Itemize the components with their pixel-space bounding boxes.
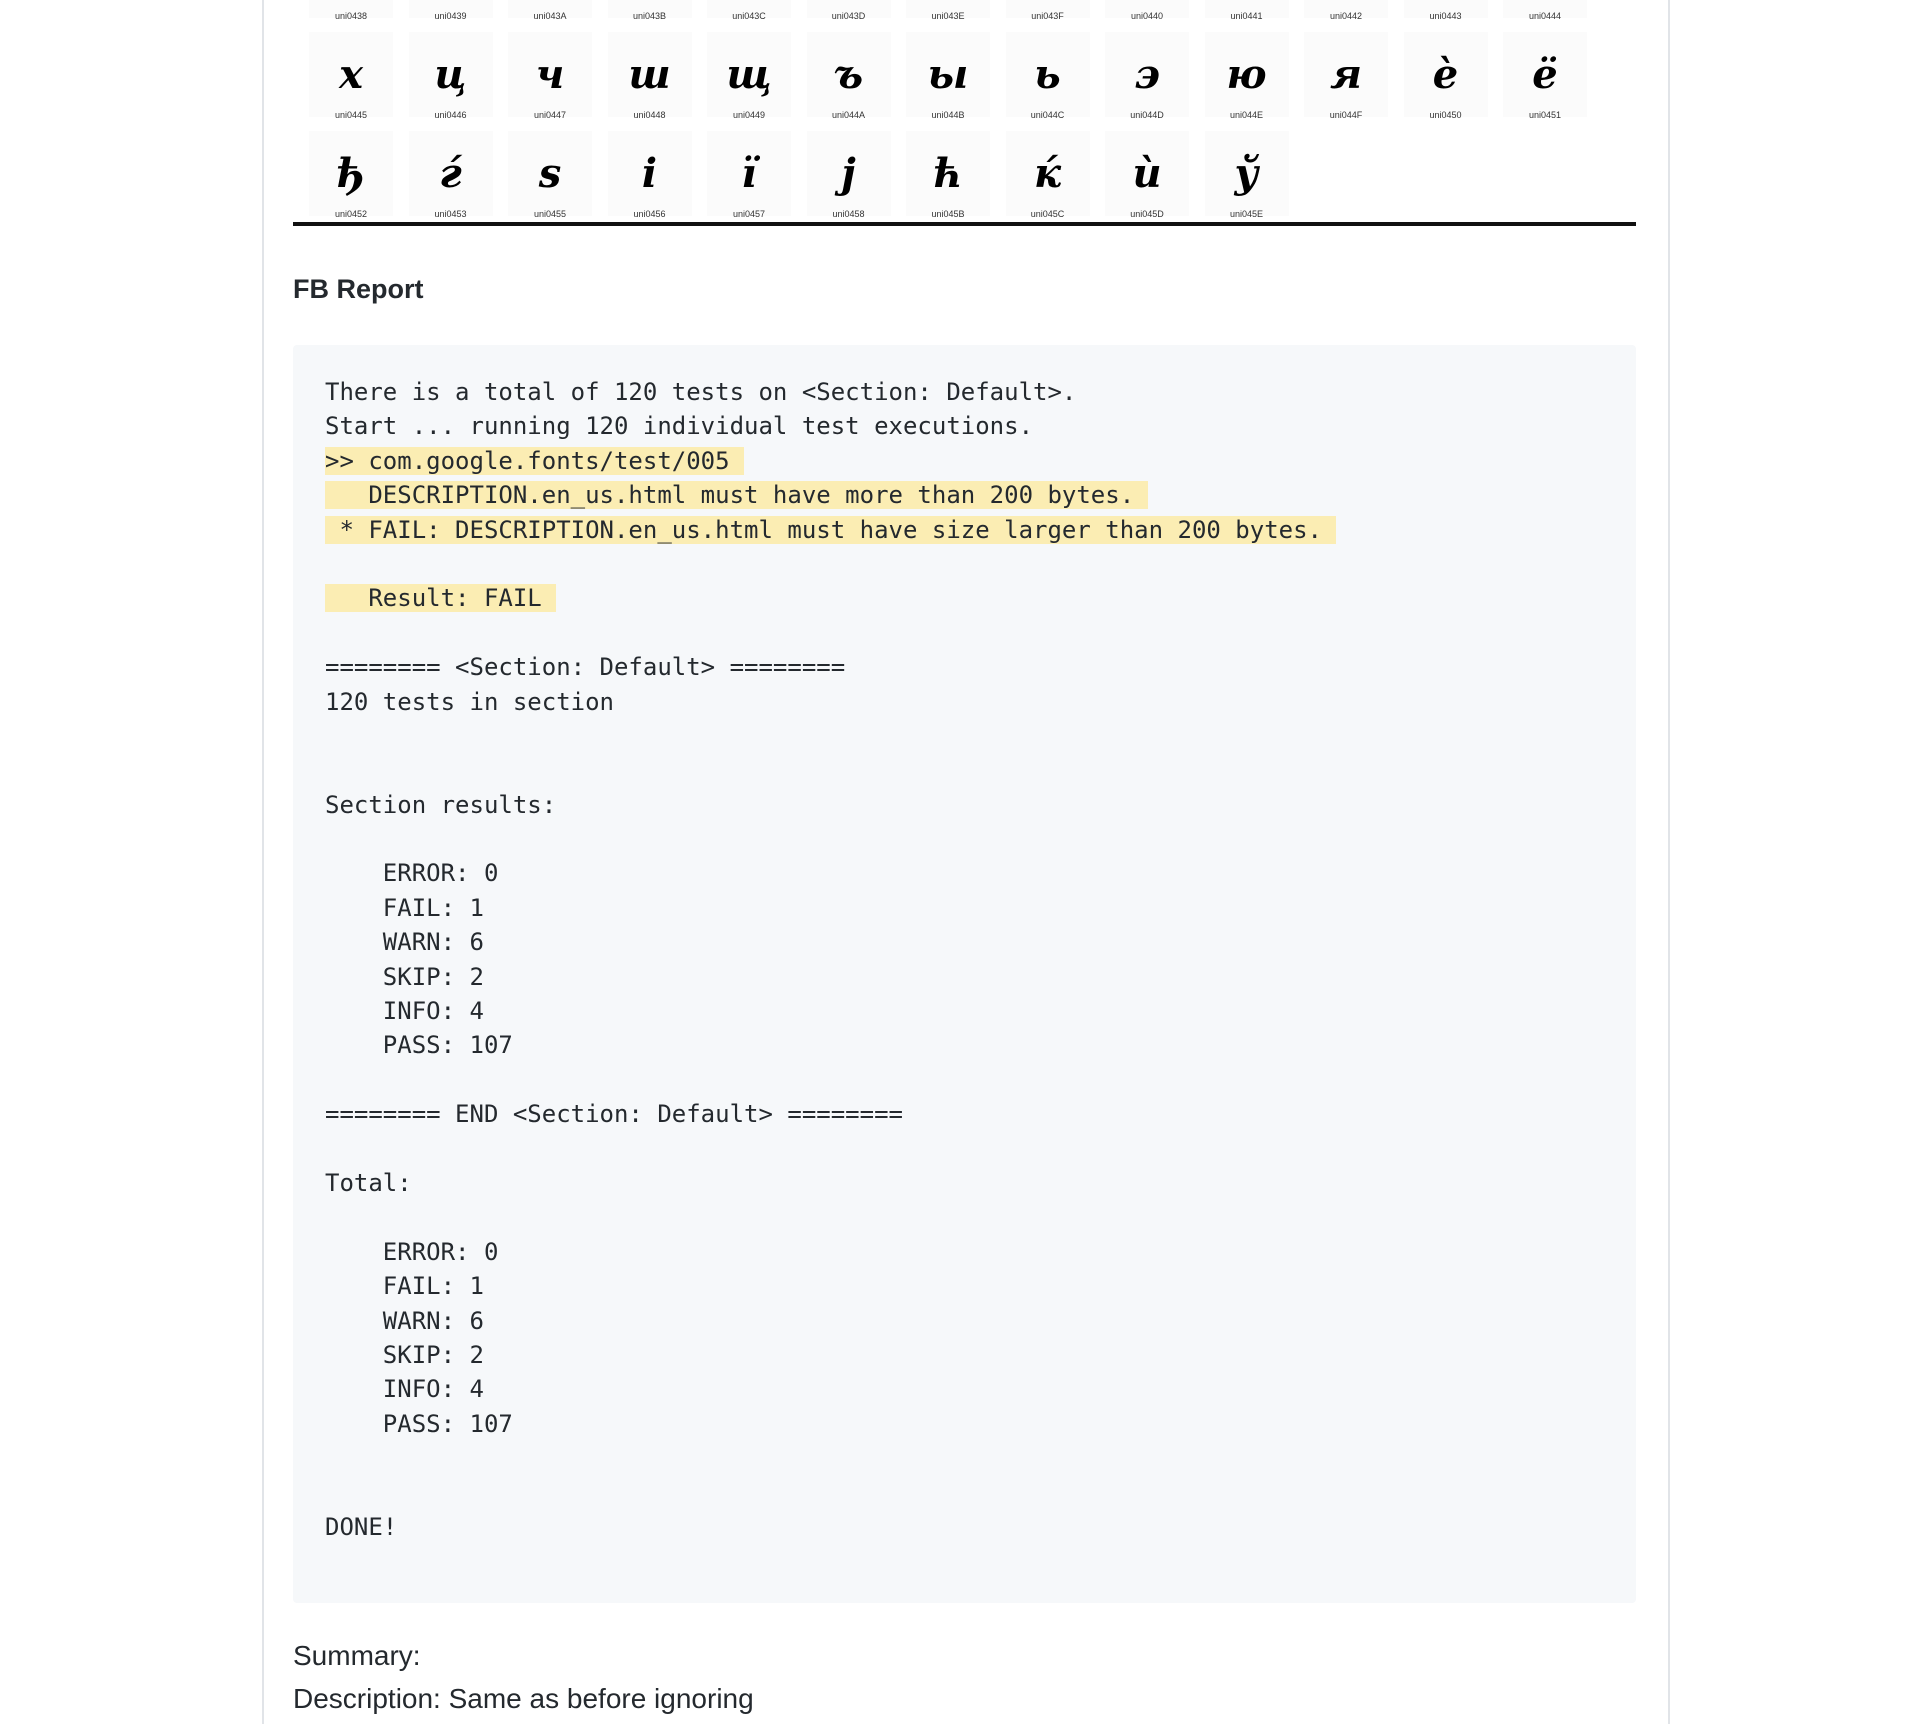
line-text: PASS: 107: [325, 1031, 513, 1060]
glyph: ц: [434, 51, 467, 98]
glyph-label: uni044A: [831, 110, 866, 120]
report-line: [325, 547, 1336, 581]
line-text: FAIL: 1: [325, 1272, 484, 1301]
glyph-label: uni044C: [1030, 110, 1065, 120]
glyph-label: uni0445: [334, 110, 368, 120]
line-text: ERROR: 0: [325, 1237, 499, 1266]
glyph-label: uni0456: [633, 209, 666, 219]
glyph-label: uni0449: [732, 110, 766, 120]
glyph: [906, 0, 990, 1]
line-text: INFO: 4: [325, 997, 484, 1026]
line-text: SKIP: 2: [325, 962, 484, 991]
glyph-label: uni0438: [334, 11, 368, 21]
line-text: FAIL: 1: [325, 893, 484, 922]
glyph-cell: [608, 32, 692, 131]
glyph: ї: [741, 150, 757, 197]
glyph-label: uni0442: [1329, 11, 1363, 21]
glyph: ѝ: [1132, 150, 1162, 197]
glyph-label: uni0458: [832, 209, 865, 219]
glyph-cell: [608, 0, 692, 32]
glyph: ѕ: [538, 150, 562, 197]
line-text: ======== <Section: Default> ========: [325, 653, 846, 682]
glyph-cell: [807, 0, 891, 32]
report-line: [325, 960, 1336, 994]
glyph: ю: [1226, 51, 1267, 98]
glyph-cell: [409, 0, 493, 32]
report-line: [325, 685, 1336, 719]
line-text: ERROR: 0: [325, 859, 499, 888]
line-text: ======== END <Section: Default> ========: [325, 1100, 903, 1129]
line-text: DONE!: [325, 1512, 398, 1541]
summary-label: Summary:: [293, 1640, 421, 1671]
report-line: [325, 581, 1336, 615]
summary-description: Description: Same as before ignoring: [293, 1683, 754, 1714]
glyph-label: uni043B: [632, 11, 667, 21]
glyph-cell: [707, 32, 791, 131]
line-text: WARN: 6: [325, 1306, 484, 1335]
report-code-block: [293, 345, 1636, 1603]
glyph: ш: [628, 51, 671, 98]
glyph: х: [339, 51, 363, 98]
report-line: [325, 1269, 1336, 1303]
report-line: [325, 478, 1336, 512]
glyph: [1304, 0, 1388, 1]
line-text: PASS: 107: [325, 1409, 513, 1438]
glyph-cell: [409, 32, 493, 131]
glyph-label: uni0443: [1429, 11, 1462, 21]
glyph-label: uni0446: [434, 110, 467, 120]
glyph-cell: [508, 0, 592, 32]
glyph: ў: [1234, 150, 1259, 197]
glyph-cell: [1404, 32, 1488, 131]
glyph-label: uni0447: [533, 110, 567, 120]
line-text: INFO: 4: [325, 1375, 484, 1404]
line-text: Section results:: [325, 790, 557, 819]
highlighted-text: >> com.google.fonts/test/005: [325, 447, 744, 475]
glyph: [707, 0, 791, 1]
glyph-cell: [707, 131, 791, 230]
highlighted-text: DESCRIPTION.en_us.html must have more than 200 bytes.: [325, 481, 1148, 509]
report-line: [325, 513, 1336, 547]
glyph-cell: [1304, 32, 1388, 131]
glyph: ќ: [1033, 150, 1062, 197]
glyph: і: [641, 150, 658, 197]
glyph-grid: [309, 0, 1639, 230]
glyph-cell: [1304, 0, 1388, 32]
report-line: [325, 1304, 1336, 1338]
report-line: [325, 788, 1336, 822]
glyph: ћ: [933, 150, 963, 197]
glyph-cell: [1205, 131, 1289, 230]
report-line: [325, 409, 1336, 443]
line-text: Start ... running 120 individual test executions.: [325, 412, 1034, 441]
glyph-label: uni045B: [931, 209, 965, 219]
glyph-cell: [309, 131, 393, 230]
glyph-cell: [906, 131, 990, 230]
glyph: ы: [927, 51, 969, 98]
highlighted-text: * FAIL: DESCRIPTION.en_us.html must have size larger than 200 bytes.: [325, 516, 1336, 544]
glyph: [807, 0, 891, 1]
glyph-cell: [1503, 32, 1587, 131]
glyph: ч: [535, 51, 565, 98]
glyph-cell: [1503, 0, 1587, 32]
glyph-label: uni0444: [1528, 11, 1562, 21]
glyph: [309, 0, 393, 1]
report-line: [325, 1063, 1336, 1097]
glyph-cell: [1205, 32, 1289, 131]
report-line: [325, 375, 1336, 409]
report-line: [325, 1097, 1336, 1131]
glyph-row: [309, 131, 1639, 230]
glyph-label: uni0448: [633, 110, 666, 120]
glyph-cell: [906, 0, 990, 32]
glyph-label: uni043D: [831, 11, 866, 21]
glyph-cell: [807, 131, 891, 230]
glyph: [1105, 0, 1189, 1]
glyph-cell: [906, 32, 990, 131]
glyph-cell: [309, 0, 393, 32]
report-line: [325, 719, 1336, 753]
glyph-cell: [1006, 0, 1090, 32]
report-output: [325, 375, 1336, 1544]
glyph-label: uni045D: [1130, 209, 1164, 219]
glyph-row: [309, 32, 1639, 131]
glyph: ь: [1034, 51, 1061, 98]
glyph: [608, 0, 692, 1]
glyph-label: uni0439: [434, 11, 467, 21]
glyph-cell: [1006, 32, 1090, 131]
report-line: [325, 1235, 1336, 1269]
report-line: [325, 1200, 1336, 1234]
glyph-label: uni0441: [1230, 11, 1263, 21]
report-line: [325, 1338, 1336, 1372]
glyph-label: uni044D: [1130, 110, 1164, 120]
glyph: я: [1330, 51, 1362, 98]
glyph: [1404, 0, 1488, 1]
glyph-cell: [707, 0, 791, 32]
glyph: [1503, 0, 1587, 1]
glyph-label: uni043C: [732, 11, 766, 21]
report-line: [325, 1441, 1336, 1475]
line-text: 120 tests in section: [325, 687, 614, 716]
glyph-label: uni044B: [931, 110, 965, 120]
glyph-cell: [1105, 32, 1189, 131]
line-text: WARN: 6: [325, 928, 484, 957]
report-line: [325, 1166, 1336, 1200]
glyph-label: uni045C: [1030, 209, 1065, 219]
glyph-cell: [1205, 0, 1289, 32]
line-text: Total:: [325, 1168, 412, 1197]
glyph: [1006, 0, 1090, 1]
report-line: [325, 616, 1336, 650]
report-line: [325, 856, 1336, 890]
report-line: [325, 1132, 1336, 1166]
glyph: [508, 0, 592, 1]
glyph: ъ: [833, 51, 864, 98]
glyph: ђ: [336, 150, 366, 197]
glyph: ё: [1532, 51, 1558, 98]
glyph: [1205, 0, 1289, 1]
glyph-cell: [409, 131, 493, 230]
report-line: [325, 994, 1336, 1028]
line-text: There is a total of 120 tests on <Section: Default>.: [325, 378, 1077, 406]
glyph-label: uni043E: [931, 11, 965, 21]
glyph-cell: [508, 131, 592, 230]
glyph: [409, 0, 493, 1]
glyph-label: uni0453: [434, 209, 467, 219]
report-line: [325, 1510, 1336, 1544]
glyph: щ: [726, 51, 772, 98]
glyph-cell: [1006, 131, 1090, 230]
report-line: [325, 444, 1336, 478]
glyph-label: uni043A: [533, 11, 567, 21]
glyph-label: uni0455: [533, 209, 567, 219]
glyph-cell: [1105, 131, 1189, 230]
glyph: ѐ: [1432, 51, 1459, 98]
glyph-label: uni0457: [732, 209, 766, 219]
report-line: [325, 822, 1336, 856]
glyph-label: uni0440: [1130, 11, 1164, 21]
glyph-cell: [1105, 0, 1189, 32]
report-line: [325, 1407, 1336, 1441]
glyph-label: uni0450: [1429, 110, 1462, 120]
glyph-label: uni0451: [1528, 110, 1562, 120]
glyph-label: uni044F: [1329, 110, 1363, 120]
highlighted-text: Result: FAIL: [325, 584, 556, 612]
glyph-cell: [309, 32, 393, 131]
report-heading: FB Report: [293, 274, 424, 304]
glyph-row: [309, 0, 1639, 32]
report-line: [325, 1028, 1336, 1062]
glyph-label: uni045E: [1229, 209, 1264, 219]
glyph-label: uni0452: [334, 209, 368, 219]
report-line: [325, 1476, 1336, 1510]
divider: [293, 222, 1636, 226]
glyph: э: [1134, 51, 1160, 98]
glyph-cell: [508, 32, 592, 131]
report-line: [325, 891, 1336, 925]
glyph-label: uni044E: [1229, 110, 1264, 120]
glyph: ѓ: [439, 150, 462, 197]
glyph-cell: [1404, 0, 1488, 32]
glyph: ј: [841, 150, 856, 197]
glyph-label: uni043F: [1031, 11, 1064, 21]
report-line: [325, 1372, 1336, 1406]
glyph-cell: [608, 131, 692, 230]
report-line: [325, 650, 1336, 684]
line-text: SKIP: 2: [325, 1340, 484, 1369]
glyph-cell: [807, 32, 891, 131]
report-line: [325, 753, 1336, 787]
report-line: [325, 925, 1336, 959]
